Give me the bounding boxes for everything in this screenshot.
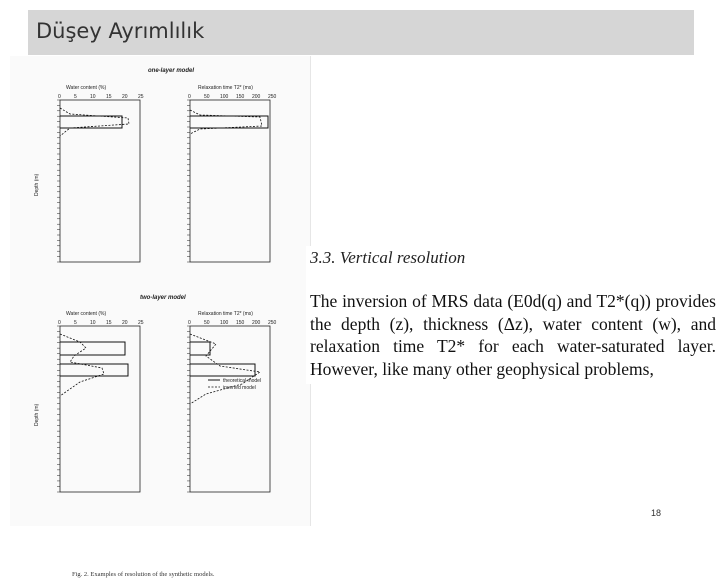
relax-tick-label: 250 <box>268 94 277 100</box>
relax-tick-label: 100 <box>220 94 229 100</box>
relax-tick-label: 200 <box>252 94 261 100</box>
top-relax-frame <box>190 100 270 262</box>
relax-tick-label: 50 <box>204 94 210 100</box>
top-water-inverted <box>60 108 129 136</box>
water-tick-label: 5 <box>74 94 77 100</box>
bottom-water-axis-label: Water content (%) <box>66 311 107 317</box>
water-tick-label: 20 <box>122 320 128 326</box>
bottom-model-label: two-layer model <box>140 295 186 301</box>
bottom-relax-layer1 <box>190 342 210 355</box>
bottom-water-layer1 <box>60 342 125 355</box>
legend-theoretical-label: theoretical model <box>223 378 262 384</box>
bottom-relax-layer2 <box>190 364 255 376</box>
relax-tick-label: 0 <box>188 94 191 100</box>
paper-figure <box>10 56 311 578</box>
bottom-water-inverted <box>60 334 104 396</box>
water-tick-label: 20 <box>122 94 128 100</box>
bottom-depth-label: Depth (m) <box>34 403 40 426</box>
water-tick-label: 0 <box>58 320 61 326</box>
top-depth-label: Depth (m) <box>34 173 40 196</box>
top-relax-inverted <box>190 110 262 134</box>
page-number: 18 <box>651 508 662 518</box>
tick-marks <box>57 94 277 492</box>
top-relax-theoretical <box>190 116 268 128</box>
water-tick-label: 10 <box>90 94 96 100</box>
figure-panels <box>10 56 310 526</box>
top-relax-axis-label: Relaxation time T2* (ms) <box>198 85 253 91</box>
top-model-label: one-layer model <box>148 68 195 74</box>
water-tick-label: 15 <box>106 94 112 100</box>
figure-caption: Fig. 2. Examples of resolution of the synthetic models. <box>72 571 215 578</box>
water-tick-label: 15 <box>106 320 112 326</box>
relax-tick-label: 150 <box>236 320 245 326</box>
relax-tick-label: 250 <box>268 320 277 326</box>
bottom-relax-axis-label: Relaxation time T2* (ms) <box>198 311 253 317</box>
top-water-axis-label: Water content (%) <box>66 85 107 91</box>
relax-tick-label: 200 <box>252 320 261 326</box>
bottom-relax-frame <box>190 326 270 492</box>
relax-tick-label: 50 <box>204 320 210 326</box>
water-tick-label: 25 <box>138 94 144 100</box>
paper-text-excerpt <box>306 246 720 384</box>
bottom-water-layer2 <box>60 364 128 376</box>
section-heading: 3.3. Vertical resolution <box>310 248 466 267</box>
slide-title-bar <box>28 10 694 55</box>
relax-tick-label: 150 <box>236 94 245 100</box>
bottom-water-frame <box>60 326 140 492</box>
legend-inverted-label: inverted model <box>223 385 256 391</box>
water-tick-label: 25 <box>138 320 144 326</box>
water-tick-label: 10 <box>90 320 96 326</box>
top-water-frame <box>60 100 140 262</box>
bottom-relax-inverted <box>190 334 260 404</box>
slide-title: Düşey Ayrımlılık <box>36 19 205 43</box>
paragraph-text: The inversion of MRS data (E0d(q) and T2*(q)) provides the depth (z), thickness (Δz), water content (w), and relaxation time T2* for each water-saturated layer. However, like many other geophysical problems, <box>310 291 716 379</box>
water-tick-label: 0 <box>58 94 61 100</box>
water-tick-label: 5 <box>74 320 77 326</box>
relax-tick-label: 0 <box>188 320 191 326</box>
relax-tick-label: 100 <box>220 320 229 326</box>
